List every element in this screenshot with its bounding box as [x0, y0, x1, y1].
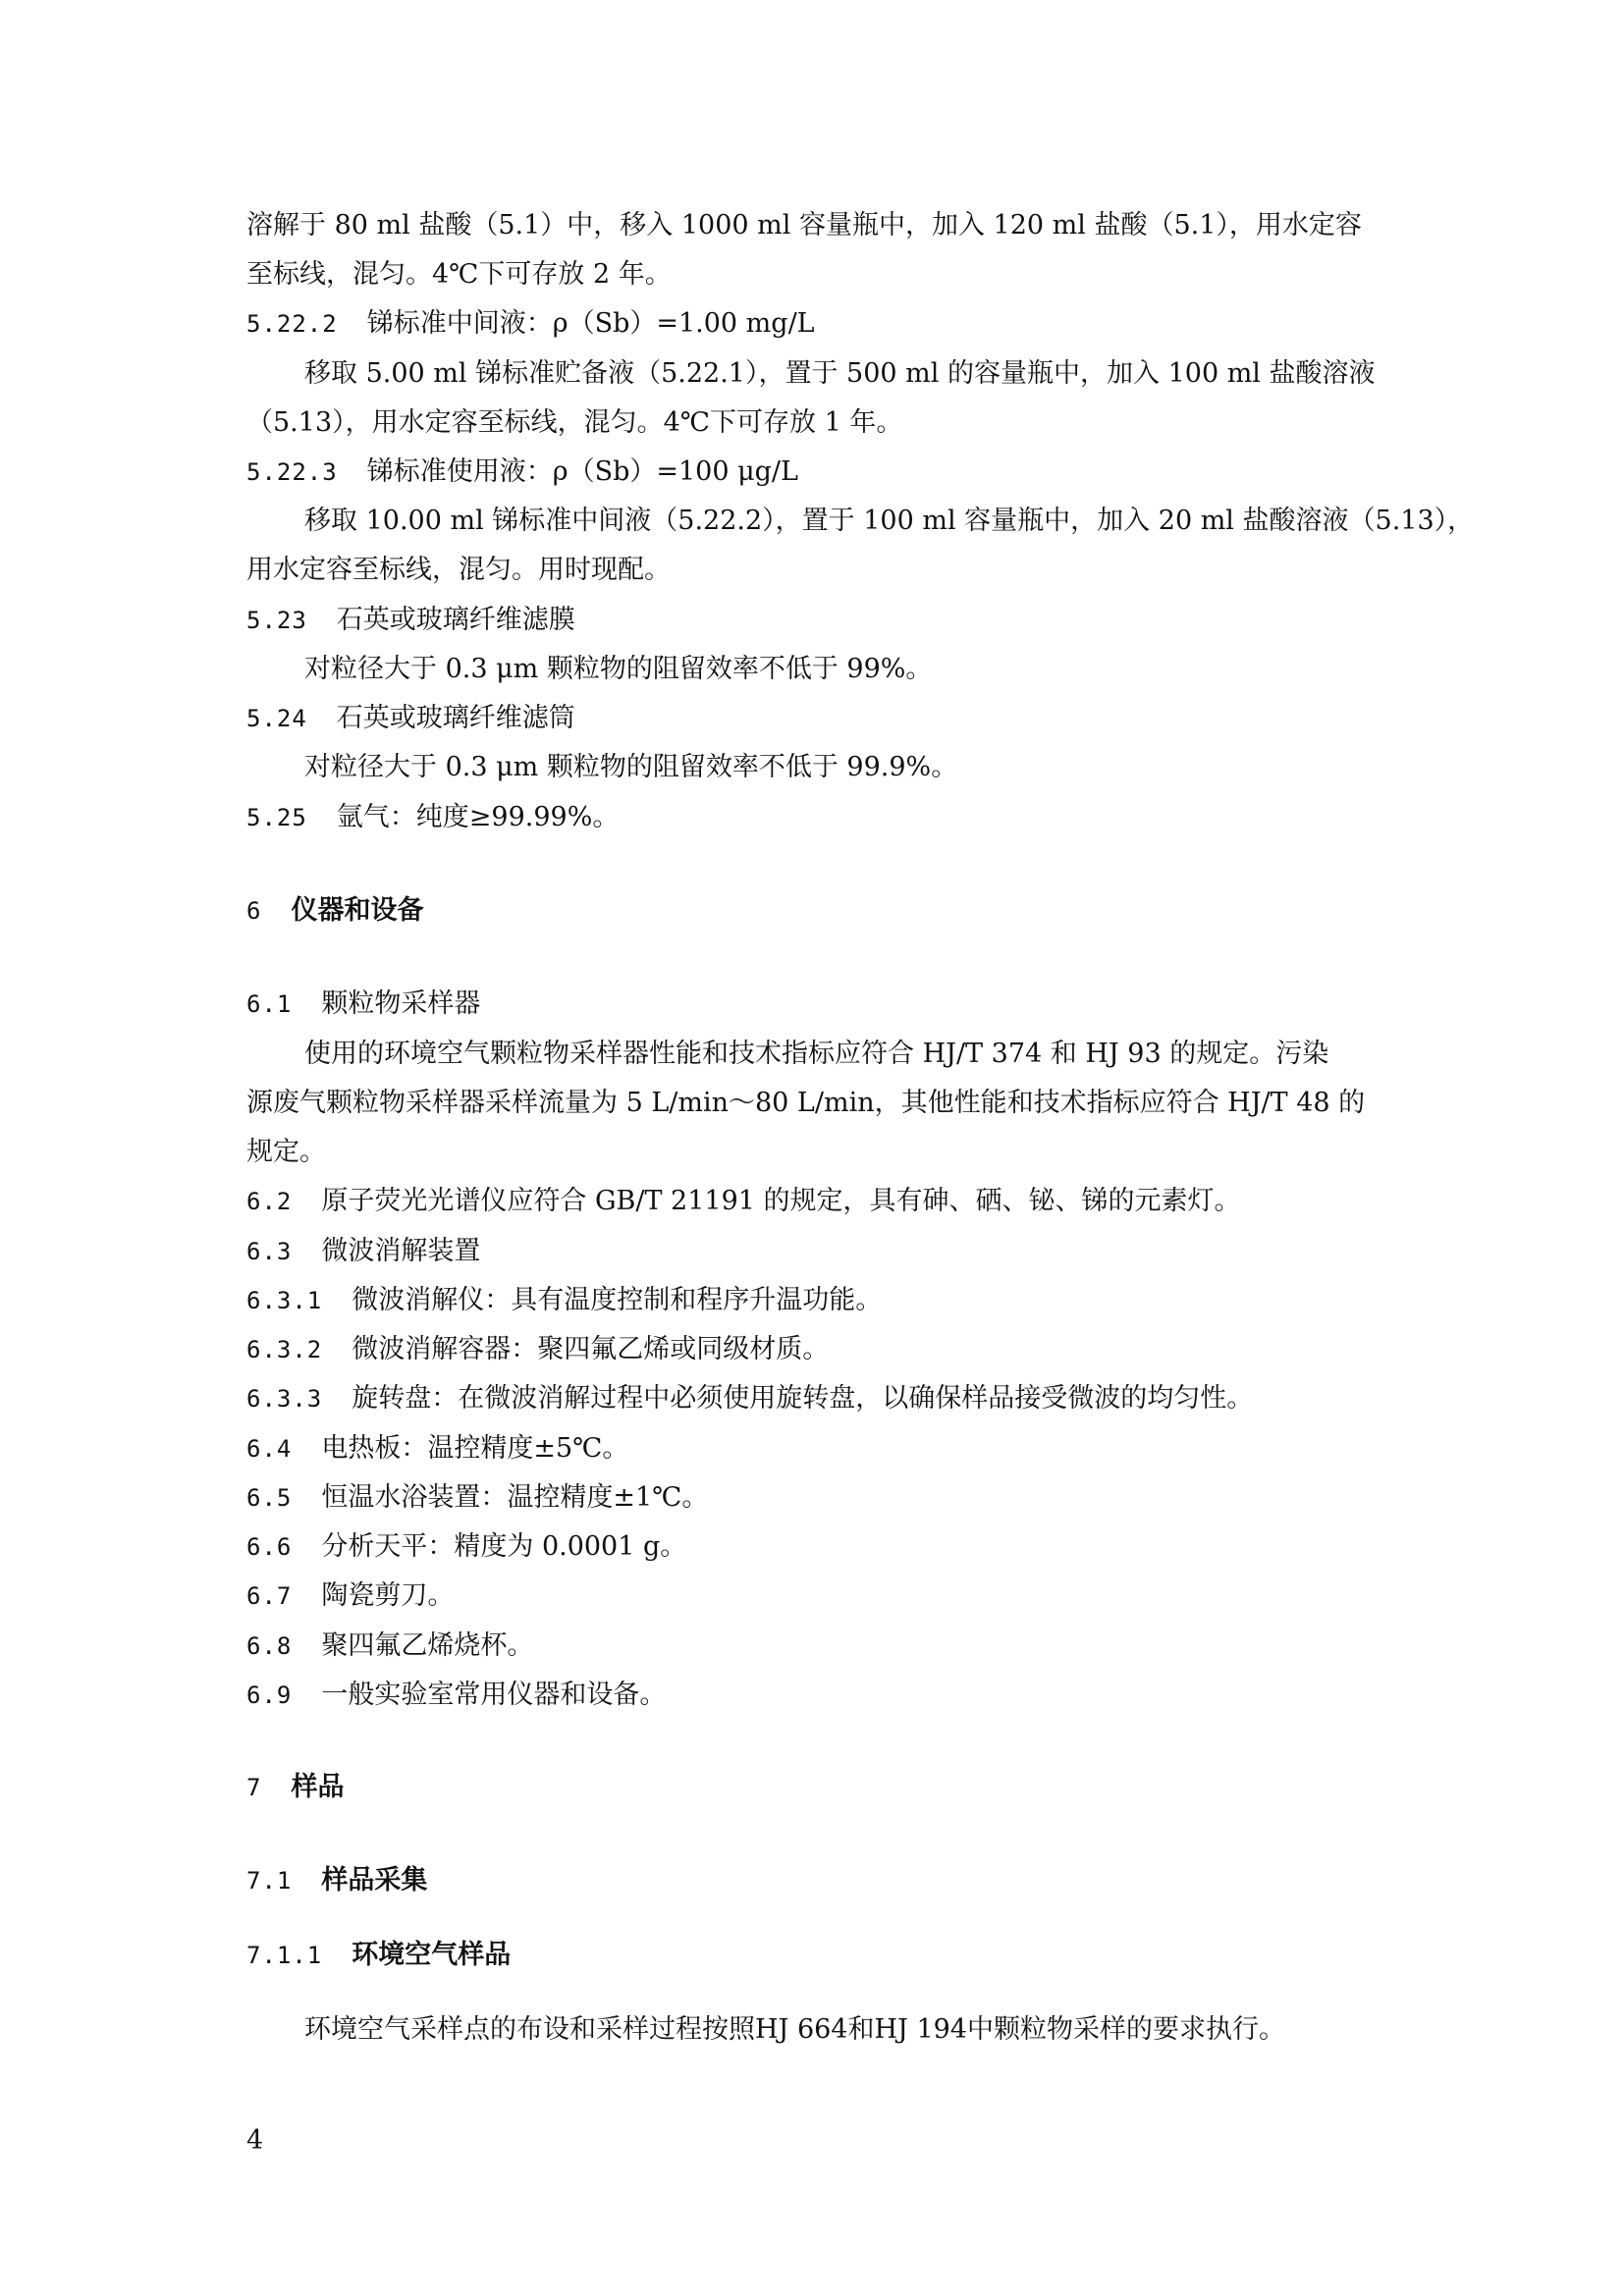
clause-6-2: 6.2 原子荧光光谱仪应符合 GB/T 21191 的规定，具有砷、硒、铋、锑的元素灯。: [246, 1186, 1241, 1216]
body-text-line: 对粒径大于 0.3 μm 颗粒物的阻留效率不低于 99%。: [304, 654, 933, 684]
body-text-line: 源废气颗粒物采样器采样流量为 5 L/min～80 L/min，其他性能和技术指标应符合 HJ/T 48 的: [246, 1088, 1366, 1118]
body-text-line: 用水定容至标线，混匀。用时现配。: [246, 555, 671, 585]
clause-6-8: 6.8 聚四氟乙烯烧杯。: [246, 1630, 534, 1661]
section-heading-6: 6 仪器和设备: [246, 895, 424, 926]
clause-6-4: 6.4 电热板：温控精度±5℃。: [246, 1433, 629, 1464]
body-text-line: 对粒径大于 0.3 μm 颗粒物的阻留效率不低于 99.9%。: [304, 752, 958, 782]
clause-5-22-3: 5.22.3 锑标准使用液：ρ（Sb）=100 μg/L: [246, 456, 798, 487]
clause-6-3: 6.3 微波消解装置: [246, 1236, 481, 1266]
clause-6-5: 6.5 恒温水浴装置：温控精度±1℃。: [246, 1482, 709, 1513]
body-text-line: 环境空气采样点的布设和采样过程按照HJ 664和HJ 194中颗粒物采样的要求执行。: [304, 2014, 1285, 2045]
clause-5-22-2: 5.22.2 锑标准中间液：ρ（Sb）=1.00 mg/L: [246, 308, 815, 339]
section-heading-7-1: 7.1 样品采集: [246, 1865, 428, 1896]
clause-6-1: 6.1 颗粒物采样器: [246, 988, 481, 1019]
body-text-line: 规定。: [246, 1137, 326, 1167]
clause-6-6: 6.6 分析天平：精度为 0.0001 g。: [246, 1531, 687, 1562]
clause-5-23: 5.23 石英或玻璃纤维滤膜: [246, 605, 575, 635]
clause-5-25: 5.25 氩气：纯度≥99.99%。: [246, 802, 620, 832]
clause-6-7: 6.7 陶瓷剪刀。: [246, 1580, 455, 1611]
clause-6-3-3: 6.3.3 旋转盘：在微波消解过程中必须使用旋转盘，以确保样品接受微波的均匀性。: [246, 1383, 1254, 1414]
section-heading-7-1-1: 7.1.1 环境空气样品: [246, 1940, 512, 1970]
body-text-line: 至标线，混匀。4℃下可存放 2 年。: [246, 259, 672, 290]
clause-5-24: 5.24 石英或玻璃纤维滤筒: [246, 703, 575, 733]
page-number: 4: [246, 2125, 264, 2156]
body-text-line: 移取 10.00 ml 锑标准中间液（5.22.2），置于 100 ml 容量瓶中，加入 20 ml 盐酸溶液（5.13），: [304, 506, 1475, 536]
body-text-line: 移取 5.00 ml 锑标准贮备液（5.22.1），置于 500 ml 的容量瓶中，加入 100 ml 盐酸溶液: [304, 358, 1376, 389]
body-text-line: 使用的环境空气颗粒物采样器性能和技术指标应符合 HJ/T 374 和 HJ 93 的规定。污染: [304, 1039, 1329, 1069]
clause-6-3-2: 6.3.2 微波消解容器：聚四氟乙烯或同级材质。: [246, 1334, 830, 1364]
body-text-line: 溶解于 80 ml 盐酸（5.1）中，移入 1000 ml 容量瓶中，加入 120 ml 盐酸（5.1），用水定容: [246, 210, 1362, 240]
body-text-line: （5.13），用水定容至标线，混匀。4℃下可存放 1 年。: [246, 407, 903, 438]
clause-6-3-1: 6.3.1 微波消解仪：具有温度控制和程序升温功能。: [246, 1285, 883, 1315]
clause-6-9: 6.9 一般实验室常用仪器和设备。: [246, 1680, 667, 1710]
section-heading-7: 7 样品: [246, 1772, 345, 1802]
